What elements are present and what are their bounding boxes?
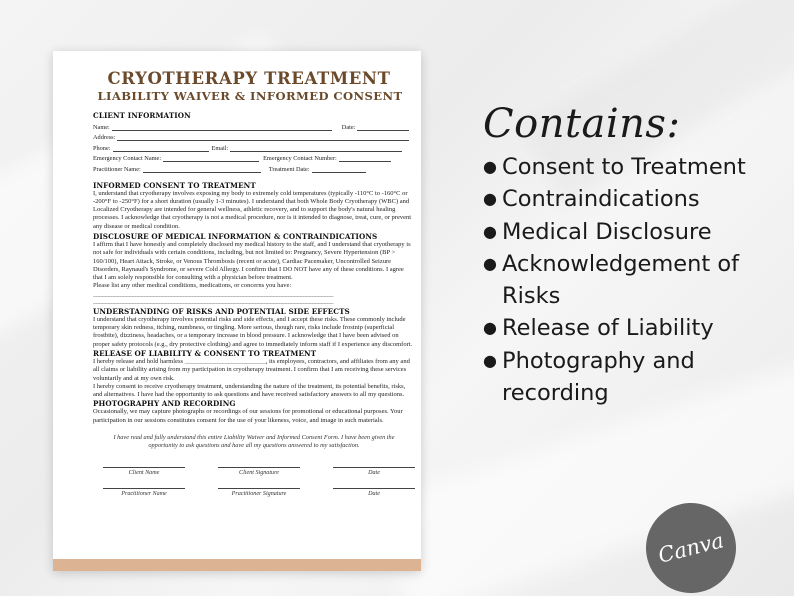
name-label: Name:: [93, 123, 110, 131]
emergency-row: [93, 152, 415, 163]
disclosure-heading: DISCLOSURE OF MEDICAL INFORMATION & CONTRAINDICATIONS: [93, 231, 378, 241]
features-panel: [483, 98, 746, 409]
release-text: [93, 358, 415, 383]
name-date-row: [93, 120, 415, 131]
bullet-icon: ●: [483, 253, 497, 273]
phone-label: Phone:: [93, 144, 111, 152]
photography-heading: PHOTOGRAPHY AND RECORDING: [93, 399, 236, 409]
bullet-icon: ●: [483, 318, 497, 338]
bullet-icon: ●: [483, 350, 497, 370]
disclosure-answer-line: ________________________________________________________________________________: [93, 290, 334, 298]
risks-heading: UNDERSTANDING OF RISKS AND POTENTIAL SIDE EFFECTS: [93, 306, 350, 316]
feature-item: [483, 345, 746, 410]
address-row: [93, 131, 415, 142]
bullet-icon: ●: [483, 221, 497, 241]
waiver-document: [53, 51, 421, 571]
emergency-name-label: Emergency Contact Name:: [93, 155, 162, 162]
bullet-icon: ●: [483, 157, 497, 176]
document-footer-band: [53, 559, 421, 571]
feature-text: Medical Disclosure: [502, 218, 712, 245]
practitioner-signature-row: [103, 481, 415, 497]
canva-logo: Canva: [636, 493, 745, 596]
practitioner-name-field: Practitioner Name: [103, 481, 185, 497]
feature-item: [483, 216, 746, 248]
features-list: [483, 151, 746, 409]
name-line: [112, 125, 332, 131]
bullet-icon: ●: [483, 189, 497, 209]
informed-consent-text: I, understand that cryotherapy involves exposing my body to extremely cold temperatures (typically -110°C to -160°C or -200°F to -250°F) for a short duration (usually 1-3 minutes). I understand that both Whole Body Cryotherapy (WBC) and Localized Cryotherapy are intended for general wellness, athletic recovery, and to support the body's natural healing processes. I acknowledge that cryotherapy is not a medical procedure, nor is it intended to diagnose, treat, cure, or prevent any disease or medical condition.: [93, 189, 412, 230]
disclosure-prompt: Please list any other medical conditions, medications, or concerns you have:: [93, 282, 292, 290]
client-date-field: Date: [333, 460, 415, 476]
feature-text: Contraindications: [502, 186, 700, 213]
practitioner-date-field: Date: [333, 481, 415, 497]
email-line: [230, 146, 402, 152]
risks-text: I understand that cryotherapy involves potential risks and side effects, and I accept these risks. These commonly include temporary skin redness, itching, numbness, or tingling. More serious, though rare, risks include frostnip (superficial frostbite), dizziness, headaches, or a temporary increase in blood pressure. I acknowledge that I have been advised on proper safety protocols (e.g., dry protective clothing) and agree to immediately inform staff if I experience any discomfort.: [93, 315, 413, 348]
feature-text-continued: recording: [502, 380, 609, 407]
disclosure-answer-line: ________________________________________________________________________________: [93, 297, 334, 305]
phone-email-row: [93, 141, 415, 152]
feature-text-continued: Risks: [502, 283, 561, 310]
informed-consent-heading: INFORMED CONSENT TO TREATMENT: [93, 180, 256, 190]
feature-item: [483, 183, 746, 215]
practitioner-name-line: [143, 167, 261, 173]
client-signature-field: Client Signature: [218, 460, 300, 476]
client-name-field: Client Name: [103, 460, 185, 476]
photography-text: Occasionally, we may capture photographs or recordings of our sessions for promotional or educational purposes. Your participation in our sessions constitutes consent for the use of your likeness, voice, and image in such materials.: [93, 408, 403, 424]
practitioner-row: [93, 162, 415, 173]
feature-text: Consent to Treatment: [502, 154, 746, 180]
feature-item: [483, 248, 746, 313]
feature-item: [483, 312, 746, 344]
address-line: [117, 135, 409, 141]
email-label: Email:: [211, 144, 229, 152]
treatment-date-line: [312, 167, 366, 173]
client-signature-row: [103, 460, 415, 476]
treatment-date-label: Treatment Date:: [268, 165, 310, 173]
phone-line: [113, 146, 209, 152]
emergency-name-line: [163, 156, 259, 162]
feature-text: Release of Liability: [502, 315, 714, 342]
emergency-number-line: [339, 156, 391, 162]
release-heading: RELEASE OF LIABILITY & CONSENT TO TREATMENT: [93, 348, 317, 358]
features-heading: Contains:: [483, 101, 681, 147]
disclosure-text: I affirm that I have honestly and completely disclosed my medical history to the staff, and I understand that cryotherapy is not safe for individuals with certain conditions, including, but not limited to: Pregnancy, Severe Hypertension (BP > 160/100), Heart Attack, Stroke, or Venous Thrombosis (recent or acute), Cardiac Pacemaker, Uncontrolled Seizure Disorders, Raynaud's Syndrome, or severe Cold Allergy. I confirm that I DO NOT have any of these conditions. I agree that I am solely responsible for consulting with a physician before treatment.: [93, 240, 411, 282]
date-line: [357, 125, 409, 131]
address-label: Address:: [93, 134, 116, 141]
release-text-after: , its employees, contractors, and affiliates from any and all claims or liability arising from my participation in cryotherapy treatment. I confirm that I am receiving these services voluntarily and at my own risk.: [93, 357, 410, 382]
release-text-2: I hereby consent to receive cryotherapy treatment, understanding the nature of the treatment, its potential benefits, risks, and alternatives. I have had the opportunity to ask questions and have received satisfactory answers to all my questions.: [93, 382, 406, 399]
client-info-heading: CLIENT INFORMATION: [93, 111, 191, 120]
practitioner-name-label: Practitioner Name:: [93, 165, 141, 173]
document-subtitle: LIABILITY WAIVER & INFORMED CONSENT: [97, 89, 403, 103]
feature-item: [483, 151, 746, 183]
feature-text: Photography and: [502, 347, 695, 374]
practitioner-signature-field: Practitioner Signature: [218, 481, 300, 497]
release-text-before: I hereby release and hold harmless: [93, 357, 184, 365]
release-blank: ______________________________: [184, 357, 266, 365]
date-label: Date:: [341, 123, 356, 131]
acknowledgement-text: I have read and fully understand this entire Liability Waiver and Informed Consent Form. I have been given the opportunity to ask questions and have all my questions answered to my satisfaction.: [113, 434, 395, 450]
feature-text: Acknowledgement of: [502, 250, 740, 277]
document-title: CRYOTHERAPY TREATMENT: [107, 69, 391, 88]
emergency-number-label: Emergency Contact Number:: [263, 155, 337, 162]
